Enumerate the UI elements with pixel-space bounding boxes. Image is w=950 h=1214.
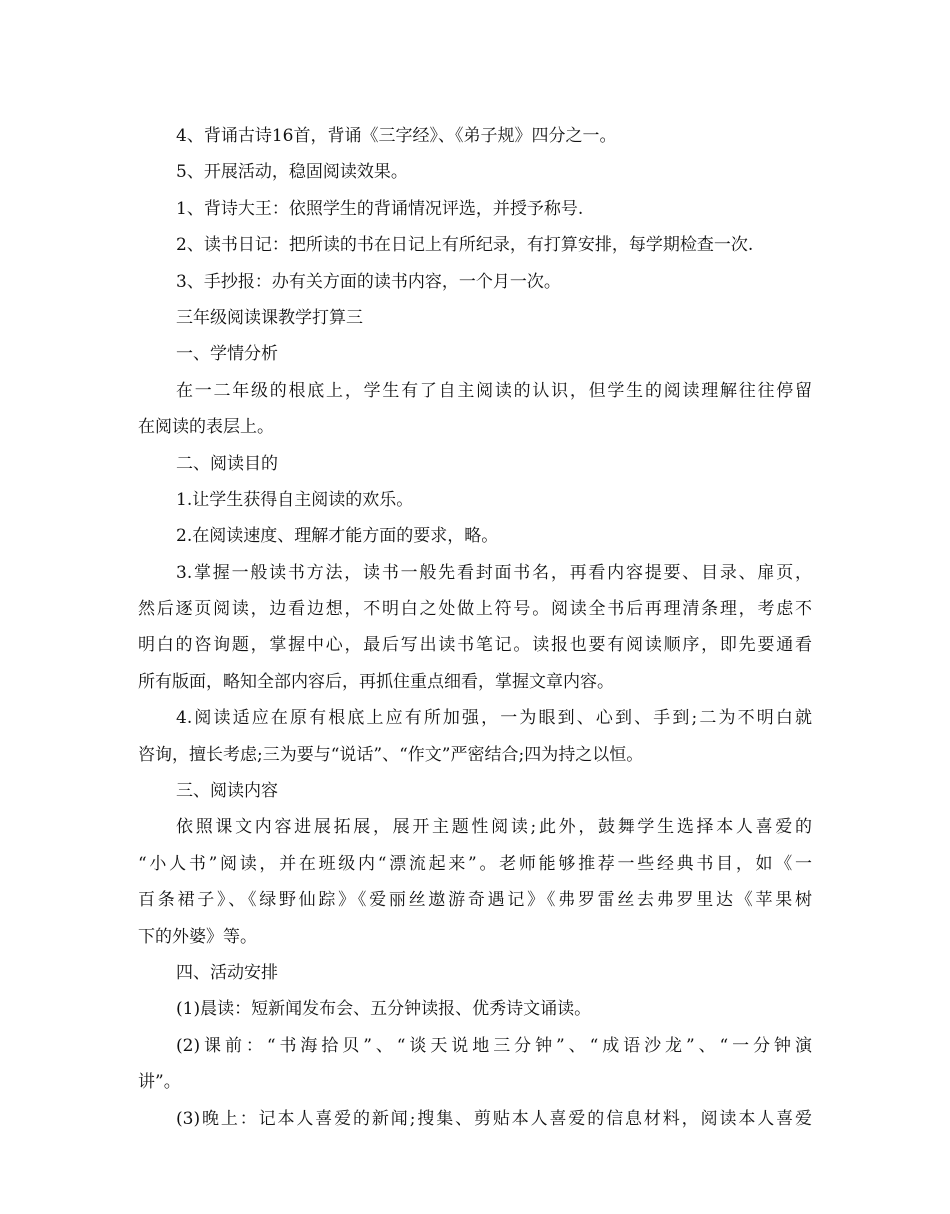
paragraph-line: 2、读书日记：把所读的书在日记上有所纪录，有打算安排，每学期检查一次. (176, 235, 754, 256)
paragraph-line: 然后逐页阅读，边看边想，不明白之处做上符号。阅读全书后再理清条理，考虑不 (138, 599, 812, 620)
paragraph-line: 咨询，擅长考虑;三为要与“说话”、“作文”严密结合;四为持之以恒。 (138, 744, 644, 765)
paragraph-line: 2.在阅读速度、理解才能方面的要求，略。 (176, 526, 499, 547)
section-title: 三年级阅读课教学打算三 (176, 307, 363, 328)
paragraph-line: (2)课前：“书海拾贝”、“谈天说地三分钟”、“成语沙龙”、“一分钟演 (176, 1035, 812, 1056)
paragraph-line: (1)晨读：短新闻发布会、五分钟读报、优秀诗文诵读。 (176, 999, 592, 1020)
section-heading: 四、活动安排 (176, 962, 278, 983)
paragraph-line: 讲”。 (138, 1072, 181, 1093)
paragraph-line: 在阅读的表层上。 (138, 417, 274, 438)
paragraph-line: 3、手抄报：办有关方面的读书内容，一个月一次。 (176, 271, 561, 292)
paragraph-line: 4、背诵古诗16首，背诵《三字经》、《弟子规》四分之一。 (176, 126, 617, 146)
paragraph-line: (3)晚上：记本人喜爱的新闻;搜集、剪贴本人喜爱的信息材料，阅读本人喜爱 (176, 1108, 812, 1129)
section-heading: 一、学情分析 (176, 344, 278, 365)
paragraph-line: 1、背诗大王：依照学生的背诵情况评选，并授予称号. (176, 198, 584, 219)
paragraph-line: 所有版面，略知全部内容后，再抓住重点细看，掌握文章内容。 (138, 671, 614, 692)
paragraph-line: 5、开展活动，稳固阅读效果。 (176, 162, 408, 183)
paragraph-line: 明白的咨询题，掌握中心，最后写出读书笔记。读报也要有阅读顺序，即先要通看 (138, 635, 812, 656)
paragraph-line: “小人书”阅读，并在班级内“漂流起来”。老师能够推荐一些经典书目，如《一 (138, 853, 812, 874)
paragraph-line: 1.让学生获得自主阅读的欢乐。 (176, 489, 414, 510)
section-heading: 二、阅读目的 (176, 453, 278, 474)
paragraph-line: 在一二年级的根底上，学生有了自主阅读的认识，但学生的阅读理解往往停留 (176, 380, 812, 401)
paragraph-line: 百条裙子》、《绿野仙踪》《爱丽丝遨游奇遇记》《弗罗雷丝去弗罗里达《苹果树 (138, 890, 812, 911)
paragraph-line: 下的外婆》等。 (138, 926, 257, 947)
paragraph-line: 3.掌握一般读书方法，读书一般先看封面书名，再看内容提要、目录、扉页， (176, 562, 812, 583)
document-body (138, 118, 812, 1137)
section-heading: 三、阅读内容 (176, 781, 278, 802)
paragraph-line: 依照课文内容进展拓展，展开主题性阅读;此外，鼓舞学生选择本人喜爱的 (176, 817, 812, 838)
paragraph-line: 4.阅读适应在原有根底上应有所加强，一为眼到、心到、手到;二为不明白就 (176, 708, 812, 729)
